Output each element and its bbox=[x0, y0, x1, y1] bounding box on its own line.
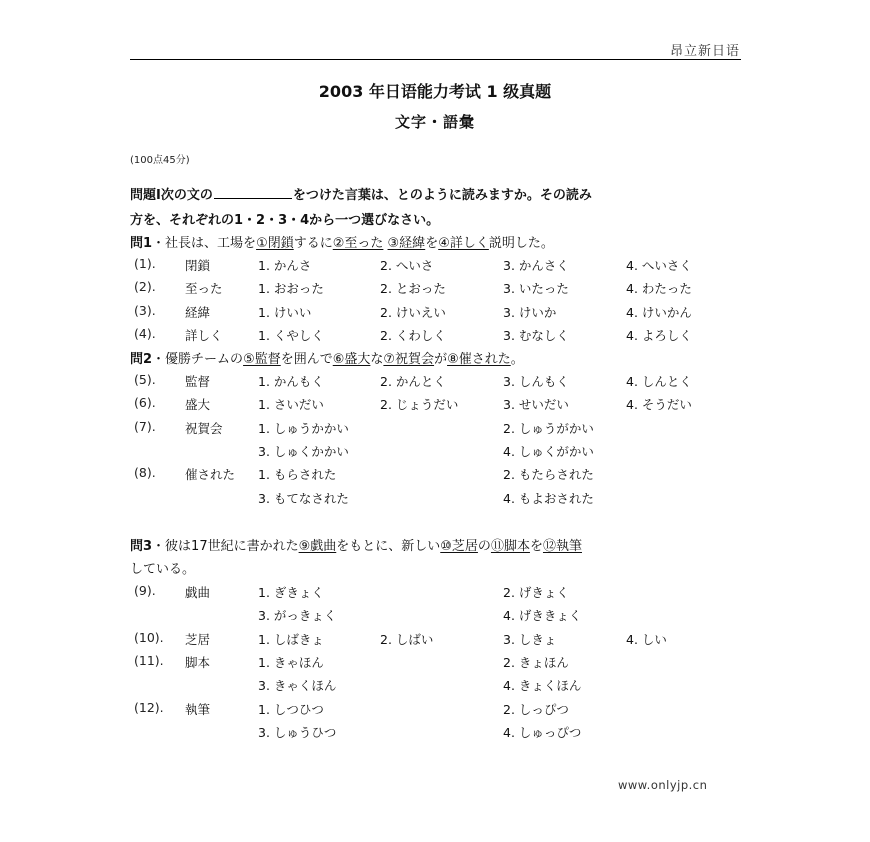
sentence-text: をもとに、新しい bbox=[336, 539, 441, 554]
answer-option: 2. しっぴつ bbox=[503, 701, 569, 717]
item-word: 盛大 bbox=[185, 397, 211, 413]
header-brand: 昂立新日语 bbox=[669, 44, 740, 59]
answer-option: 2. げきょく bbox=[503, 585, 569, 600]
answer-option: 2. もたらされた bbox=[503, 467, 594, 483]
item-word: 催された bbox=[185, 467, 236, 483]
item-word: 戯曲 bbox=[185, 585, 211, 600]
sentence-text: 説明した。 bbox=[488, 236, 554, 251]
underlined-term: ④詳しく bbox=[438, 236, 489, 251]
answer-option: 1. おおった bbox=[258, 281, 324, 297]
item-number: (1). bbox=[134, 256, 156, 271]
instruction-line-1 bbox=[130, 184, 592, 203]
answer-option: 3. しゅくかかい bbox=[258, 443, 349, 459]
item-number: (11). bbox=[134, 652, 164, 668]
item-word: 閉鎖 bbox=[185, 258, 211, 273]
sentence-text: を囲んで bbox=[280, 352, 333, 367]
answer-option: 2. けいえい bbox=[380, 304, 446, 320]
answer-option: 3. しんもく bbox=[503, 374, 569, 389]
answer-option: 1. くやしく bbox=[258, 327, 324, 343]
answer-option: 2. かんとく bbox=[380, 374, 446, 389]
underlined-term: ⑦祝賀会 bbox=[383, 352, 435, 367]
item-number: (3). bbox=[134, 302, 156, 318]
answer-option: 1. かんさ bbox=[258, 258, 312, 273]
instruction-part1: 問題Ⅰ次の文の bbox=[130, 188, 213, 203]
answer-option: 4. よろしく bbox=[626, 327, 692, 343]
question-item bbox=[0, 326, 870, 346]
answer-option: 4. きょくほん bbox=[503, 678, 582, 694]
answer-option: 4. しい bbox=[626, 631, 667, 647]
answer-option: 3. かんさく bbox=[503, 258, 569, 273]
answer-option: 2. しばい bbox=[380, 631, 434, 647]
header-rule bbox=[130, 59, 741, 60]
instruction-part2: をつけた言葉は、とのように読みますか。その読み bbox=[292, 188, 592, 203]
instruction-blank bbox=[214, 186, 292, 199]
score-time-note: (100点45分) bbox=[130, 155, 190, 166]
answer-option: 2. へいさ bbox=[380, 258, 434, 273]
answer-option: 1. さいだい bbox=[258, 397, 324, 413]
question-label: 問3 bbox=[130, 539, 153, 554]
instruction-line-2: 方を、それぞれの1・2・3・4から一つ選びなさい。 bbox=[130, 213, 440, 228]
answer-option: 4. けいかん bbox=[626, 304, 692, 320]
underlined-term: ②至った bbox=[332, 236, 384, 251]
question-sentence-continued: している。 bbox=[130, 562, 196, 577]
question-item-continued bbox=[0, 606, 870, 626]
sentence-text: の bbox=[477, 539, 491, 554]
question-sentence bbox=[130, 535, 582, 554]
question-label: 問1 bbox=[130, 236, 153, 251]
question-item bbox=[0, 653, 870, 673]
sentence-text: ・彼は17世紀に書かれた bbox=[152, 539, 299, 554]
answer-option: 1. しゅうかかい bbox=[258, 420, 349, 436]
question-item bbox=[0, 465, 870, 485]
item-number: (12). bbox=[134, 699, 164, 715]
question-item bbox=[0, 372, 870, 392]
question-item bbox=[0, 256, 870, 276]
answer-option: 2. じょうだい bbox=[380, 397, 459, 413]
answer-option: 1. きゃほん bbox=[258, 654, 324, 670]
question-item bbox=[0, 303, 870, 323]
question-item bbox=[0, 419, 870, 439]
answer-option: 1. ぎきょく bbox=[258, 585, 324, 600]
item-word: 経緯 bbox=[185, 304, 211, 320]
item-number: (4). bbox=[134, 325, 156, 341]
underlined-term: ③経緯 bbox=[387, 236, 426, 251]
answer-option: 2. くわしく bbox=[380, 327, 446, 343]
underlined-term: ⑥盛大 bbox=[332, 352, 371, 367]
answer-option: 3. しゅうひつ bbox=[258, 724, 337, 740]
sentence-text: を bbox=[529, 539, 543, 554]
answer-option: 2. しゅうがかい bbox=[503, 420, 594, 436]
underlined-term: ⑩芝居 bbox=[440, 539, 478, 554]
item-word: 至った bbox=[185, 281, 223, 297]
item-number: (10). bbox=[134, 629, 164, 645]
item-number: (8). bbox=[134, 465, 156, 481]
underlined-term: ⑫執筆 bbox=[542, 539, 582, 554]
item-word: 脚本 bbox=[185, 654, 211, 670]
answer-option: 3. もてなされた bbox=[258, 490, 349, 506]
answer-option: 1. しつひつ bbox=[258, 701, 324, 717]
question-item-continued bbox=[0, 442, 870, 462]
underlined-term: ⑨戯曲 bbox=[298, 539, 337, 554]
underlined-term: ⑧催された bbox=[447, 352, 511, 367]
answer-option: 2. きょほん bbox=[503, 654, 569, 670]
item-word: 芝居 bbox=[185, 631, 211, 647]
item-number: (5). bbox=[134, 372, 156, 387]
item-word: 祝賀会 bbox=[185, 420, 223, 436]
question-sentence bbox=[130, 232, 554, 251]
item-number: (2). bbox=[134, 279, 156, 295]
answer-option: 1. けいい bbox=[258, 304, 312, 320]
answer-option: 3. けいか bbox=[503, 304, 557, 320]
question-item bbox=[0, 583, 870, 603]
answer-option: 4. そうだい bbox=[626, 397, 692, 413]
sentence-text: するに bbox=[293, 236, 333, 251]
page-subtitle: 文字・語彙 bbox=[394, 113, 475, 131]
sentence-text: 。 bbox=[510, 352, 524, 367]
answer-option: 4. しゅっぴつ bbox=[503, 724, 582, 740]
underlined-term: ①閉鎖 bbox=[256, 236, 294, 251]
sentence-text: を bbox=[425, 236, 439, 251]
item-word: 監督 bbox=[185, 374, 211, 389]
item-number: (7). bbox=[134, 418, 156, 434]
sentence-text: ・社長は、工場を bbox=[152, 236, 257, 251]
item-number: (9). bbox=[134, 583, 156, 598]
sentence-text: な bbox=[370, 352, 384, 367]
question-item bbox=[0, 630, 870, 650]
answer-option: 4. へいさく bbox=[626, 258, 692, 273]
answer-option: 1. かんもく bbox=[258, 374, 324, 389]
item-number: (6). bbox=[134, 395, 156, 411]
sentence-text: が bbox=[434, 352, 448, 367]
item-word: 執筆 bbox=[185, 701, 211, 717]
answer-option: 1. もらされた bbox=[258, 467, 337, 483]
answer-option: 3. がっきょく bbox=[258, 608, 337, 624]
underlined-term: ⑤監督 bbox=[243, 352, 281, 367]
item-word: 詳しく bbox=[185, 327, 223, 343]
question-sentence bbox=[130, 348, 524, 367]
answer-option: 4. しゅくがかい bbox=[503, 443, 594, 459]
page-title: 2003 年日语能力考试 1 级真题 bbox=[318, 82, 552, 101]
question-item bbox=[0, 395, 870, 415]
question-label: 問2 bbox=[130, 352, 153, 367]
underlined-term: ⑪脚本 bbox=[490, 539, 530, 554]
question-item-continued bbox=[0, 723, 870, 743]
answer-option: 3. いたった bbox=[503, 281, 569, 297]
answer-option: 4. わたった bbox=[626, 281, 692, 297]
answer-option: 3. むなしく bbox=[503, 327, 569, 343]
question-item-continued bbox=[0, 676, 870, 696]
answer-option: 2. とおった bbox=[380, 281, 446, 297]
answer-option: 4. もよおされた bbox=[503, 490, 594, 506]
answer-option: 3. せいだい bbox=[503, 397, 569, 413]
answer-option: 4. しんとく bbox=[626, 374, 692, 389]
answer-option: 1. しばきょ bbox=[258, 631, 324, 647]
question-item bbox=[0, 279, 870, 299]
footer-url: www.onlyjp.cn bbox=[618, 778, 708, 792]
answer-option: 3. きゃくほん bbox=[258, 678, 337, 694]
answer-option: 4. げききょく bbox=[503, 608, 582, 624]
sentence-text: ・優勝チームの bbox=[152, 352, 244, 367]
question-item-continued bbox=[0, 489, 870, 509]
question-item bbox=[0, 700, 870, 720]
answer-option: 3. しきょ bbox=[503, 631, 557, 647]
